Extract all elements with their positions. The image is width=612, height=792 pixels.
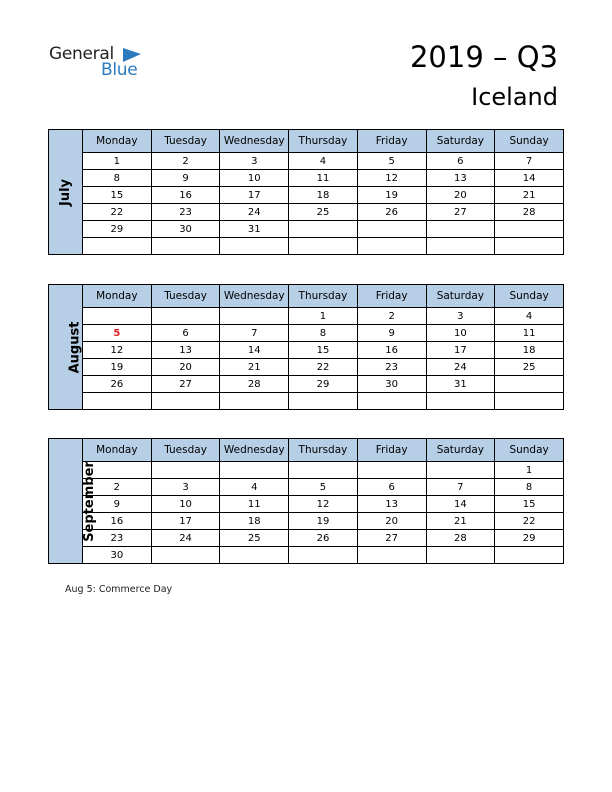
date-cell: 6	[151, 325, 220, 342]
date-cell: 10	[220, 170, 289, 187]
date-cell: 29	[495, 530, 564, 547]
date-cell: 1	[289, 308, 358, 325]
date-cell: 25	[289, 204, 358, 221]
date-cell: 23	[357, 359, 426, 376]
month-label-cell	[49, 130, 83, 255]
date-cell	[83, 308, 152, 325]
date-cell: 11	[495, 325, 564, 342]
day-header: Sunday	[495, 439, 564, 462]
day-header: Saturday	[426, 285, 495, 308]
day-header: Wednesday	[220, 439, 289, 462]
date-cell: 7	[426, 479, 495, 496]
month-label: August	[67, 321, 83, 373]
day-header: Monday	[83, 439, 152, 462]
day-header: Saturday	[426, 439, 495, 462]
date-cell: 11	[220, 496, 289, 513]
week-row	[49, 513, 564, 530]
date-cell	[151, 308, 220, 325]
date-cell	[220, 308, 289, 325]
date-cell: 4	[495, 308, 564, 325]
date-cell	[151, 393, 220, 410]
date-cell	[151, 462, 220, 479]
date-cell: 13	[151, 342, 220, 359]
date-cell: 28	[220, 376, 289, 393]
week-row	[49, 359, 564, 376]
date-cell: 25	[495, 359, 564, 376]
date-cell: 19	[357, 187, 426, 204]
date-cell: 28	[426, 530, 495, 547]
date-cell: 27	[426, 204, 495, 221]
date-cell: 29	[289, 376, 358, 393]
calendar-table	[48, 129, 564, 255]
date-cell	[83, 393, 152, 410]
day-header: Saturday	[426, 130, 495, 153]
date-cell: 26	[289, 530, 358, 547]
holiday-date-cell: 5	[83, 325, 152, 342]
week-row	[49, 153, 564, 170]
date-cell: 14	[220, 342, 289, 359]
date-cell: 9	[83, 496, 152, 513]
date-cell: 22	[83, 204, 152, 221]
date-cell: 17	[151, 513, 220, 530]
date-cell	[289, 221, 358, 238]
date-cell: 28	[495, 204, 564, 221]
date-cell: 9	[357, 325, 426, 342]
date-cell: 20	[426, 187, 495, 204]
date-cell	[357, 238, 426, 255]
date-cell	[289, 462, 358, 479]
day-header: Friday	[357, 439, 426, 462]
date-cell: 26	[83, 376, 152, 393]
date-cell	[357, 221, 426, 238]
date-cell	[151, 547, 220, 564]
date-cell	[357, 462, 426, 479]
date-cell: 8	[289, 325, 358, 342]
day-header-row	[49, 285, 564, 308]
date-cell: 18	[289, 187, 358, 204]
day-header: Thursday	[289, 439, 358, 462]
date-cell	[426, 238, 495, 255]
country-name: Iceland	[471, 83, 558, 111]
page-title: 2019 – Q3	[409, 40, 558, 74]
date-cell: 22	[289, 359, 358, 376]
week-row	[49, 238, 564, 255]
week-row	[49, 530, 564, 547]
week-row	[49, 325, 564, 342]
week-row	[49, 204, 564, 221]
date-cell: 8	[495, 479, 564, 496]
day-header: Friday	[357, 285, 426, 308]
date-cell: 27	[357, 530, 426, 547]
date-cell: 6	[357, 479, 426, 496]
date-cell	[495, 376, 564, 393]
date-cell: 4	[220, 479, 289, 496]
week-row	[49, 547, 564, 564]
general-blue-logo	[49, 44, 159, 84]
day-header: Tuesday	[151, 130, 220, 153]
date-cell: 12	[83, 342, 152, 359]
date-cell	[426, 462, 495, 479]
date-cell	[220, 462, 289, 479]
calendar-table	[48, 284, 564, 410]
date-cell: 30	[83, 547, 152, 564]
date-cell: 25	[220, 530, 289, 547]
date-cell: 7	[495, 153, 564, 170]
date-cell: 8	[83, 170, 152, 187]
date-cell	[220, 393, 289, 410]
calendar-table	[48, 438, 564, 564]
date-cell: 26	[357, 204, 426, 221]
week-row	[49, 393, 564, 410]
day-header-row	[49, 439, 564, 462]
day-header: Friday	[357, 130, 426, 153]
month-label: July	[58, 178, 73, 206]
date-cell: 5	[357, 153, 426, 170]
date-cell	[426, 393, 495, 410]
date-cell: 10	[151, 496, 220, 513]
date-cell: 29	[83, 221, 152, 238]
date-cell: 15	[495, 496, 564, 513]
week-row	[49, 170, 564, 187]
date-cell	[357, 393, 426, 410]
date-cell: 1	[495, 462, 564, 479]
date-cell: 13	[357, 496, 426, 513]
day-header: Monday	[83, 130, 152, 153]
month-label: September	[81, 460, 97, 542]
week-row	[49, 376, 564, 393]
date-cell: 18	[495, 342, 564, 359]
date-cell: 2	[83, 479, 152, 496]
date-cell: 31	[426, 376, 495, 393]
day-header: Thursday	[289, 130, 358, 153]
day-header: Wednesday	[220, 130, 289, 153]
logo-word-general: General	[49, 44, 114, 64]
date-cell: 21	[220, 359, 289, 376]
date-cell: 3	[151, 479, 220, 496]
date-cell: 23	[83, 530, 152, 547]
day-header: Tuesday	[151, 285, 220, 308]
date-cell	[220, 238, 289, 255]
date-cell	[426, 547, 495, 564]
date-cell: 20	[151, 359, 220, 376]
day-header: Wednesday	[220, 285, 289, 308]
date-cell: 24	[220, 204, 289, 221]
date-cell: 15	[83, 187, 152, 204]
date-cell: 24	[426, 359, 495, 376]
date-cell: 14	[426, 496, 495, 513]
date-cell: 2	[357, 308, 426, 325]
date-cell: 4	[289, 153, 358, 170]
date-cell	[495, 393, 564, 410]
day-header: Monday	[83, 285, 152, 308]
week-row	[49, 308, 564, 325]
date-cell: 16	[357, 342, 426, 359]
date-cell: 21	[495, 187, 564, 204]
day-header: Sunday	[495, 285, 564, 308]
day-header-row	[49, 130, 564, 153]
date-cell: 2	[151, 153, 220, 170]
month-label-cell	[49, 439, 97, 564]
date-cell	[495, 221, 564, 238]
date-cell: 18	[220, 513, 289, 530]
date-cell: 30	[357, 376, 426, 393]
week-row	[49, 221, 564, 238]
date-cell: 12	[289, 496, 358, 513]
date-cell	[357, 547, 426, 564]
day-header: Sunday	[495, 130, 564, 153]
date-cell	[289, 547, 358, 564]
week-row	[49, 496, 564, 513]
date-cell: 13	[426, 170, 495, 187]
date-cell: 19	[289, 513, 358, 530]
month-label-cell	[49, 285, 83, 410]
date-cell	[495, 238, 564, 255]
date-cell: 3	[220, 153, 289, 170]
week-row	[49, 187, 564, 204]
date-cell: 9	[151, 170, 220, 187]
date-cell: 16	[83, 513, 152, 530]
date-cell: 1	[83, 153, 152, 170]
day-header: Thursday	[289, 285, 358, 308]
month-block-august	[48, 284, 564, 410]
date-cell	[289, 238, 358, 255]
date-cell: 14	[495, 170, 564, 187]
date-cell: 23	[151, 204, 220, 221]
date-cell	[220, 547, 289, 564]
date-cell: 7	[220, 325, 289, 342]
week-row	[49, 462, 564, 479]
date-cell: 5	[289, 479, 358, 496]
date-cell	[495, 547, 564, 564]
date-cell	[151, 238, 220, 255]
holiday-footnote: Aug 5: Commerce Day	[65, 584, 173, 595]
date-cell: 10	[426, 325, 495, 342]
date-cell: 22	[495, 513, 564, 530]
date-cell: 3	[426, 308, 495, 325]
date-cell: 31	[220, 221, 289, 238]
date-cell: 17	[220, 187, 289, 204]
month-block-september	[48, 438, 564, 564]
month-block-july	[48, 129, 564, 255]
date-cell: 11	[289, 170, 358, 187]
date-cell: 19	[83, 359, 152, 376]
week-row	[49, 342, 564, 359]
date-cell: 21	[426, 513, 495, 530]
date-cell: 24	[151, 530, 220, 547]
date-cell	[289, 393, 358, 410]
date-cell: 27	[151, 376, 220, 393]
date-cell: 30	[151, 221, 220, 238]
week-row	[49, 479, 564, 496]
date-cell	[426, 221, 495, 238]
date-cell: 17	[426, 342, 495, 359]
date-cell: 6	[426, 153, 495, 170]
day-header: Tuesday	[151, 439, 220, 462]
logo-word-blue: Blue	[101, 60, 138, 80]
date-cell	[83, 238, 152, 255]
date-cell: 20	[357, 513, 426, 530]
date-cell: 16	[151, 187, 220, 204]
date-cell: 12	[357, 170, 426, 187]
date-cell: 15	[289, 342, 358, 359]
